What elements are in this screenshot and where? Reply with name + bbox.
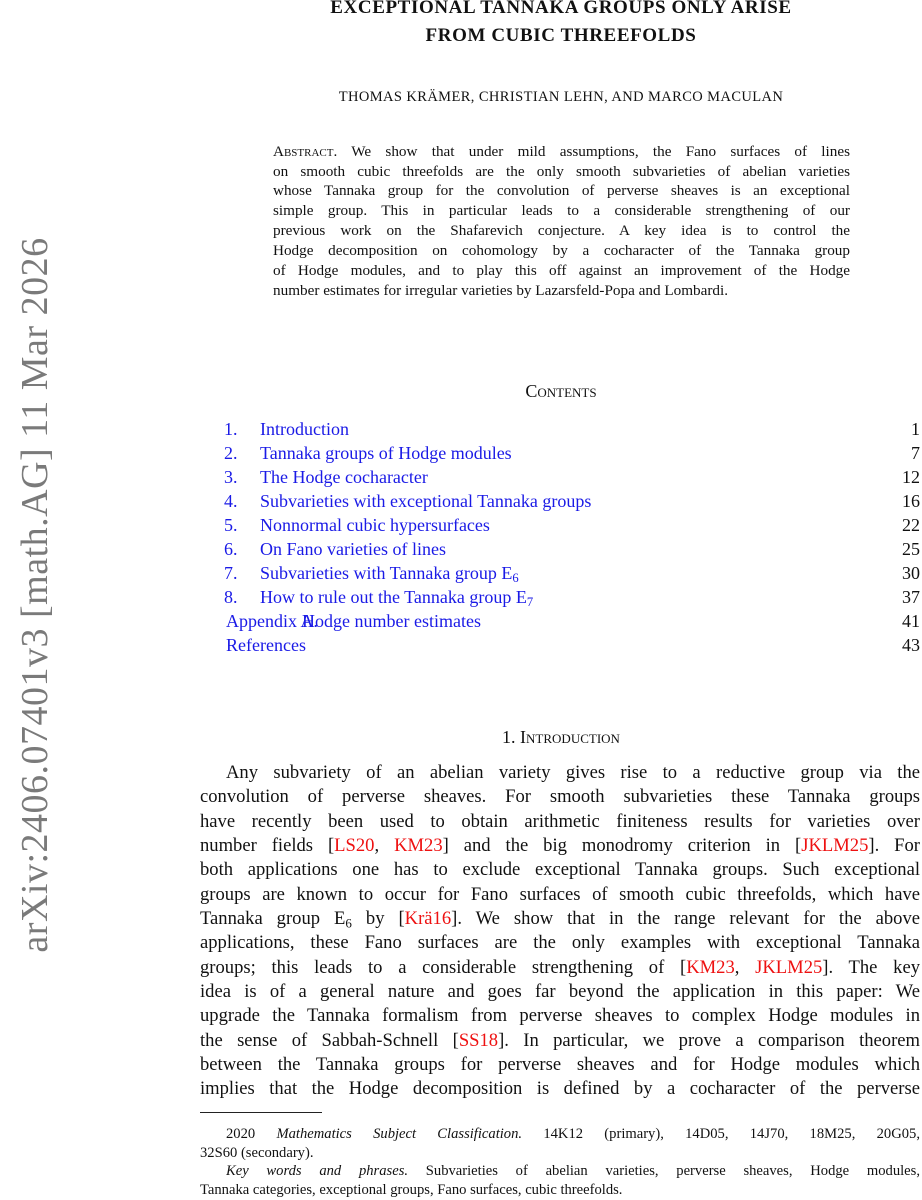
footnote-line: 32S60 (secondary). <box>200 1145 314 1161</box>
toc-item[interactable] <box>224 587 920 611</box>
authors: THOMAS KRÄMER, CHRISTIAN LEHN, AND MARCO MACULAN <box>338 89 784 105</box>
toc-title[interactable]: Tannaka groups of Hodge modules <box>260 443 512 463</box>
toc-item[interactable] <box>224 539 920 563</box>
toc-page: 12 <box>902 467 920 487</box>
toc-title[interactable]: Hodge number estimates <box>302 611 481 631</box>
toc-num: 3. <box>224 467 238 487</box>
text: ]. We show that in the range relevant for the above <box>451 908 920 929</box>
toc-page: 41 <box>902 611 920 631</box>
body-line <box>200 835 920 859</box>
text: the sense of Sabbah-Schnell [ <box>200 1030 459 1051</box>
citation-link[interactable]: KM23 <box>686 957 735 978</box>
body-line: idea is of a general nature and goes far beyond the application in this paper: We <box>200 981 920 1002</box>
toc-item[interactable] <box>224 611 920 635</box>
section-heading-introduction <box>200 727 922 748</box>
body-line <box>200 957 920 981</box>
contents-heading: Contents <box>525 381 597 401</box>
paper-title-line-2: FROM CUBIC THREEFOLDS <box>425 25 697 46</box>
toc-page: 7 <box>911 443 920 463</box>
footnote-rule <box>200 1112 322 1113</box>
toc-num: 5. <box>224 515 238 535</box>
text: by [ <box>351 908 405 929</box>
toc-title-text: How to rule out the Tannaka group E <box>260 587 527 607</box>
toc-item[interactable] <box>224 515 920 539</box>
toc-item[interactable] <box>224 563 920 587</box>
toc-title-text: Subvarieties with Tannaka group E <box>260 563 513 583</box>
toc-title[interactable]: Nonnormal cubic hypersurfaces <box>260 515 490 535</box>
text: Tannaka group E <box>200 908 346 929</box>
body-line <box>200 908 920 932</box>
subscript: 7 <box>526 595 534 610</box>
footnote-line <box>226 1126 920 1146</box>
toc-item[interactable] <box>224 419 920 443</box>
toc-item[interactable] <box>224 491 920 515</box>
citation-link[interactable]: SS18 <box>458 1030 499 1051</box>
toc-title[interactable]: Subvarieties with exceptional Tannaka groups <box>260 491 592 511</box>
body-line: between the Tannaka groups for perverse sheaves and for Hodge modules which <box>200 1054 920 1075</box>
citation-link[interactable]: KM23 <box>394 835 443 856</box>
footnote-line: Tannaka categories, exceptional groups, Fano surfaces, cubic threefolds. <box>200 1182 623 1198</box>
text: , <box>734 957 756 978</box>
toc-num: 1. <box>224 419 238 439</box>
section-title: Introduction <box>520 727 620 747</box>
toc-num: Appendix A. <box>226 611 318 631</box>
toc-item[interactable] <box>224 635 920 659</box>
toc-num: 8. <box>224 587 238 607</box>
section-number: 1. <box>502 727 516 747</box>
text: 14K12 (primary), 14D05, 14J70, 18M25, 20G05, <box>543 1126 920 1142</box>
body-line: both applications one has to exclude exceptional Tannaka groups. Such exceptional <box>200 859 920 880</box>
subscript: 6 <box>345 915 352 931</box>
text: ] and the big monodromy criterion in [ <box>442 835 802 856</box>
toc-page: 1 <box>911 419 920 439</box>
abstract-line: on smooth cubic threefolds are the only smooth subvarieties of abelian varieties <box>273 163 850 180</box>
toc-num: 2. <box>224 443 238 463</box>
text: ]. For <box>868 835 920 856</box>
arxiv-stamp: arXiv:2406.07401v3 [math.AG] 11 Mar 2026 <box>14 237 56 953</box>
citation-link[interactable]: JKLM25 <box>801 835 869 856</box>
toc-item[interactable] <box>224 467 920 491</box>
body-line: Any subvariety of an abelian variety gives rise to a reductive group via the <box>226 762 920 783</box>
abstract-line: simple group. This in particular leads to a considerable strengthening of our <box>273 202 850 219</box>
toc-title[interactable]: References <box>226 635 306 655</box>
abstract-line: previous work on the Shafarevich conjecture. A key idea is to control the <box>273 222 850 239</box>
toc-page: 37 <box>902 587 920 607</box>
abstract-line: number estimates for irregular varieties by Lazarsfeld-Popa and Lombardi. <box>273 282 729 299</box>
toc-title[interactable]: The Hodge cocharacter <box>260 467 428 487</box>
text: 2020 <box>226 1126 256 1142</box>
toc-num: 6. <box>224 539 238 559</box>
text: Subvarieties of abelian varieties, perverse sheaves, Hodge modules, <box>425 1163 920 1179</box>
text: ]. In particular, we prove a comparison theorem <box>498 1030 920 1051</box>
body-line <box>200 1030 920 1054</box>
abstract-line: Hodge decomposition on cohomology by a cocharacter of the Tannaka group <box>273 242 850 259</box>
abstract-line: of Hodge modules, and to play this off against an improvement of the Hodge <box>273 262 850 279</box>
citation-link[interactable]: JKLM25 <box>755 957 823 978</box>
toc-item[interactable] <box>224 443 920 467</box>
citation-link[interactable]: LS20 <box>334 835 375 856</box>
toc-page: 30 <box>902 563 920 583</box>
subscript: 6 <box>512 571 519 586</box>
text: , <box>374 835 395 856</box>
body-line: groups are known to occur for Fano surfaces of smooth cubic threefolds, which have <box>200 884 920 905</box>
toc-title[interactable]: On Fano varieties of lines <box>260 539 446 559</box>
toc-page: 43 <box>902 635 920 655</box>
text: number fields [ <box>200 835 335 856</box>
toc-page: 25 <box>902 539 920 559</box>
toc-num: 7. <box>224 563 238 583</box>
body-line: convolution of perverse sheaves. For smooth subvarieties these Tannaka groups <box>200 786 920 807</box>
body-line: implies that the Hodge decomposition is defined by a cocharacter of the perverse <box>200 1078 920 1099</box>
abstract-line: whose Tannaka group for the convolution of perverse sheaves is an exceptional <box>273 182 850 199</box>
citation-link[interactable]: Krä16 <box>404 908 452 929</box>
body-line: applications, these Fano surfaces are the only examples with exceptional Tannaka <box>200 932 920 953</box>
msc-label: Mathematics Subject Classification. <box>276 1126 523 1142</box>
abstract-line: We show that under mild assumptions, the Fano surfaces of lines <box>351 143 850 160</box>
keywords-label: Key words and phrases. <box>226 1163 409 1179</box>
toc-page: 16 <box>902 491 920 511</box>
text: ]. The key <box>822 957 920 978</box>
text: groups; this leads to a considerable strengthening of [ <box>200 957 687 978</box>
toc-page: 22 <box>902 515 920 535</box>
body-line: upgrade the Tannaka formalism from perverse sheaves to complex Hodge modules in <box>200 1005 920 1026</box>
toc-title[interactable] <box>260 563 519 584</box>
toc-num: 4. <box>224 491 238 511</box>
footnote-line <box>226 1163 920 1183</box>
paper-title-line-1: EXCEPTIONAL TANNAKA GROUPS ONLY ARISE <box>330 0 792 18</box>
body-line: have recently been used to obtain arithmetic finiteness results for varieties over <box>200 811 920 832</box>
abstract-label: Abstract. <box>273 143 338 160</box>
toc-title[interactable]: Introduction <box>260 419 349 439</box>
toc-title[interactable] <box>260 587 533 608</box>
